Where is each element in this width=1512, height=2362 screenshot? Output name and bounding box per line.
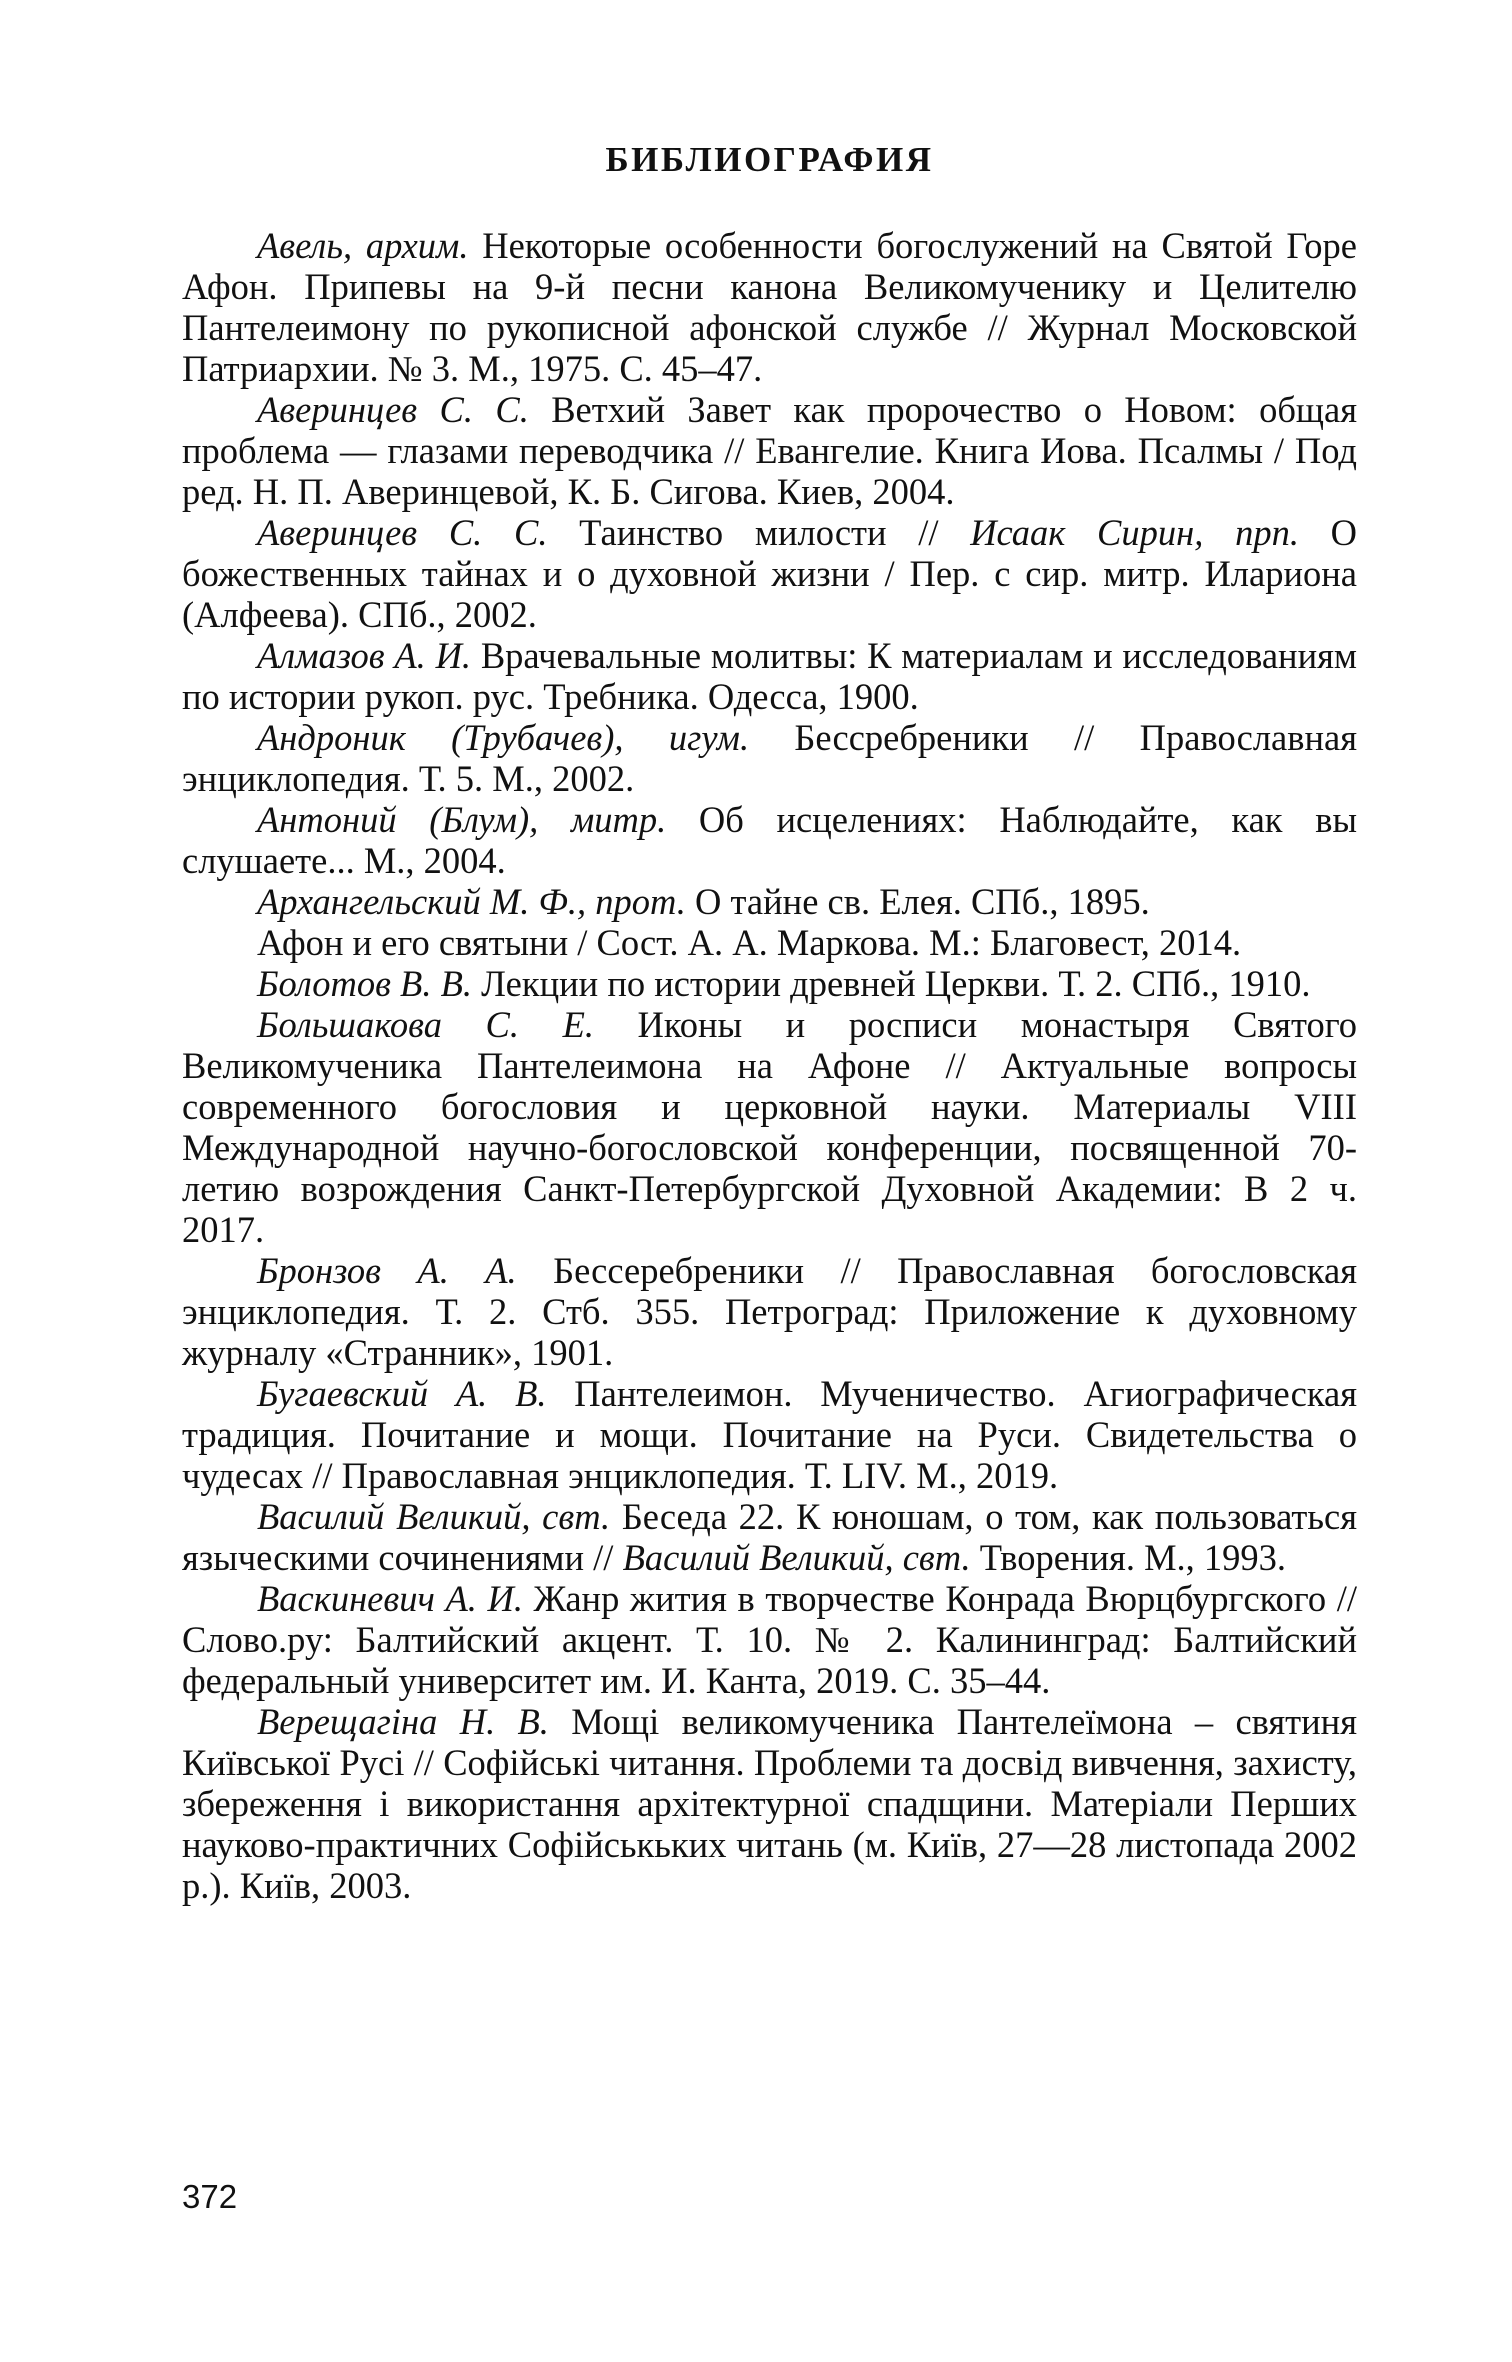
bibliography-entry bbox=[182, 963, 1357, 1004]
entry-text: Жанр жития в творчестве Конрада Вюрцбургского // Слово.ру: Балтийский акцент. Т. 10. № 2. Калининград: Балтийский федеральный университет им. И. Канта, 2019. С. 35–44. bbox=[182, 1578, 1357, 1701]
bibliography-entry bbox=[182, 922, 1357, 963]
entry-author: Аверинцев С. С. bbox=[257, 389, 529, 430]
page-title: БИБЛИОГРАФИЯ bbox=[605, 140, 934, 179]
entry-text: Афон и его святыни / Сост. А. А. Маркова. М.: Благовест, 2014. bbox=[257, 922, 1242, 963]
bibliography-entry bbox=[182, 635, 1357, 717]
bibliography-entry bbox=[182, 1373, 1357, 1496]
bibliography-entry bbox=[182, 1250, 1357, 1373]
entry-author: Василий Великий, свт. bbox=[257, 1496, 611, 1537]
bibliography-entry bbox=[182, 881, 1357, 922]
entry-text: Бессребреники // Православная энциклопедия. Т. 5. М., 2002. bbox=[182, 717, 1357, 799]
bibliography-entry bbox=[182, 512, 1357, 635]
entry-author: Болотов В. В. bbox=[257, 963, 473, 1004]
entry-author: Архангельский М. Ф., прот. bbox=[257, 881, 686, 922]
entry-author: Аверинцев С. С. bbox=[257, 512, 548, 553]
entry-author: Васкиневич А. И. bbox=[257, 1578, 523, 1619]
entry-text: Ветхий Завет как пророчество о Новом: общая проблема — глазами переводчика // Евангелие. Книга Иова. Псалмы / Под ред. Н. П. Аверинцевой, К. Б. Сигова. Киев, 2004. bbox=[182, 389, 1357, 512]
entry-text: Некоторые особенности богослужений на Святой Горе Афон. Припевы на 9-й песни канона Великомученику и Целителю Пантелеимону по рукописной афонской службе // Журнал Московской Патриархии. № 3. М., 1975. С. 45–47. bbox=[182, 225, 1357, 389]
entry-secondary-text: О божественных тайнах и о духовной жизни / Пер. с сир. митр. Илариона (Алфеева). СПб., 2002. bbox=[182, 512, 1357, 635]
entry-text: Врачевальные молитвы: К материалам и исследованиям по истории рукоп. рус. Требника. Одесса, 1900. bbox=[182, 635, 1357, 717]
bibliography-entry bbox=[182, 1701, 1357, 1906]
book-page bbox=[182, 0, 1357, 2362]
entry-text: Таинство милости // bbox=[547, 512, 971, 553]
entry-text: Об исцелениях: Наблюдайте, как вы слушаете... М., 2004. bbox=[182, 799, 1357, 881]
bibliography-entry bbox=[182, 225, 1357, 389]
entry-author: Андроник (Трубачев), игум. bbox=[257, 717, 750, 758]
entry-author: Большакова С. Е. bbox=[257, 1004, 594, 1045]
entry-author: Антоний (Блум), митр. bbox=[257, 799, 667, 840]
entry-text: Пантелеимон. Мученичество. Агиографическая традиция. Почитание и мощи. Почитание на Руси. Свидетельства о чудесах // Православная энциклопедия. Т. LIV. М., 2019. bbox=[182, 1373, 1357, 1496]
bibliography-entry bbox=[182, 1578, 1357, 1701]
entry-secondary-text: Творения. М., 1993. bbox=[970, 1537, 1287, 1578]
entry-text: Мощі великомученика Пантелеїмона – святиня Київської Русі // Софійські читання. Проблеми та досвід вивчення, захисту, збереження і використання архітектурної спадщини. Матеріали Перших науково-практичних Софійськьких читань (м. Київ, 27—28 листопада 2002 р.). Київ, 2003. bbox=[182, 1701, 1357, 1906]
entry-secondary-author: Исаак Сирин, прп. bbox=[970, 512, 1299, 553]
entry-author: Бугаевский А. В. bbox=[257, 1373, 547, 1414]
entry-text: О тайне св. Елея. СПб., 1895. bbox=[685, 881, 1150, 922]
bibliography-entry bbox=[182, 1496, 1357, 1578]
bibliography-entry bbox=[182, 717, 1357, 799]
entry-text: Иконы и росписи монастыря Святого Великомученика Пантелеимона на Афоне // Актуальные вопросы современного богословия и церковной науки. Материалы VIII Международной научно-богословской конференции, посвященной 70-летию возрождения Санкт-Петербургской Духовной Академии: В 2 ч. 2017. bbox=[182, 1004, 1358, 1250]
entry-text: Бессеребреники // Православная богословская энциклопедия. Т. 2. Стб. 355. Петроград: Приложение к духовному журналу «Странник», 1901. bbox=[182, 1250, 1357, 1373]
entry-text: Лекции по истории древней Церкви. Т. 2. СПб., 1910. bbox=[472, 963, 1311, 1004]
entry-author: Верещагіна Н. В. bbox=[257, 1701, 549, 1742]
bibliography-entry bbox=[182, 799, 1357, 881]
page-number: 372 bbox=[182, 2178, 238, 2215]
bibliography-list bbox=[182, 225, 1357, 1906]
entry-author: Алмазов А. И. bbox=[257, 635, 472, 676]
bibliography-entry bbox=[182, 1004, 1357, 1250]
entry-author: Авель, архим. bbox=[257, 225, 469, 266]
entry-secondary-author: Василий Великий, свт. bbox=[622, 1537, 971, 1578]
bibliography-entry bbox=[182, 389, 1357, 512]
entry-text: Беседа 22. К юношам, о том, как пользоваться языческими сочинениями // bbox=[182, 1496, 1357, 1578]
entry-author: Бронзов А. А. bbox=[257, 1250, 517, 1291]
